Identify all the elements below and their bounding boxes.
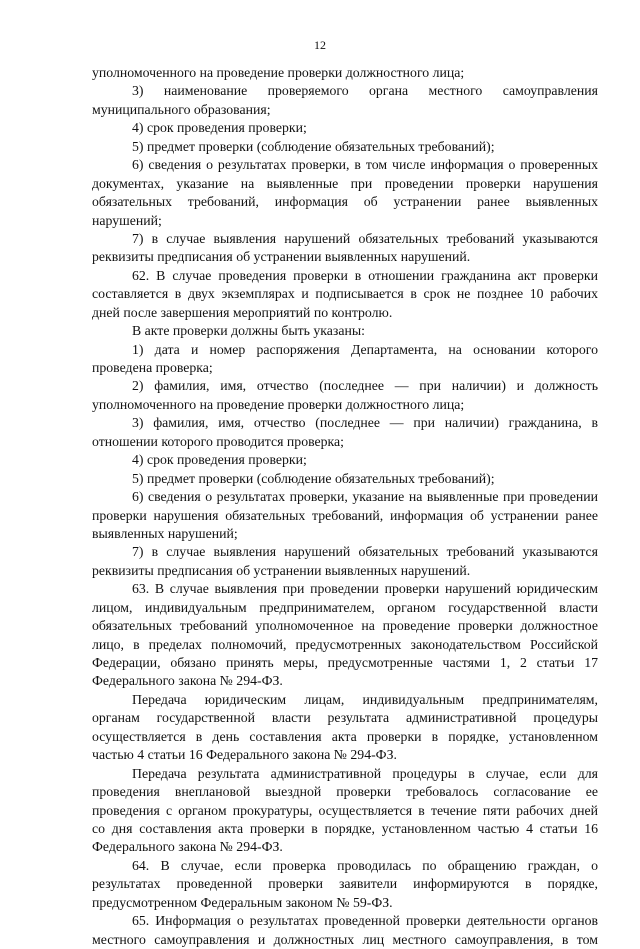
text-line: 7) в случае выявления нарушений обязательных требований указываются [132,230,598,246]
text-line: Федерального закона № 294-ФЗ. [92,839,283,855]
text-line: предусмотренном Федеральным законом № 59-ФЗ. [92,894,393,910]
text-line: 4) срок проведения проверки; [132,452,307,468]
text-line: 2) фамилия, имя, отчество (последнее — при наличии) и должность [132,378,598,394]
text-line: реквизиты предписания об устранении выявленных нарушений. [92,249,471,265]
text-line: 5) предмет проверки (соблюдение обязательных требований); [132,138,495,154]
text-line: реквизиты предписания об устранении выявленных нарушений. [92,562,471,578]
text-line: уполномоченного на проведение проверки должностного лица; [92,396,465,412]
text-line: со дня составления акта проверки в порядке, установленном частью 4 статьи 16 [92,820,598,836]
text-line: 65. Информация о результатах проведенной проверки деятельности органов [132,913,598,929]
text-line: выявленных нарушений; [92,525,238,541]
text-line: проведения внеплановой выездной проверки требовалось согласование ее [92,784,598,800]
text-line: В акте проверки должны быть указаны: [132,323,365,339]
text-line: составляется в двух экземплярах и подписывается в срок не позднее 10 рабочих [92,286,598,302]
text-line: уполномоченного на проведение проверки должностного лица; [92,65,465,80]
text-line: 6) сведения о результатах проверки, указание на выявленные при проведении [132,489,598,505]
body-text [92,64,598,949]
text-line: 63. В случае выявления при проведении проверки нарушений юридическим [132,581,598,597]
text-line: результатах проведенной проверки заявители информируются в порядке, [92,876,598,892]
text-line: 1) дата и номер распоряжения Департамента, на основании которого [132,341,598,357]
text-line: проведения с органом прокуратуры, осуществляется в течение пяти рабочих дней [92,802,598,818]
text-line: 62. В случае проведения проверки в отношении гражданина акт проверки [132,267,598,283]
text-line: 5) предмет проверки (соблюдение обязательных требований); [132,470,495,486]
text-line: обязательных требований, информация об устранении ранее выявленных [92,194,598,210]
text-line: 6) сведения о результатах проверки, в том числе информация о проверенных [132,157,598,173]
page-number: 12 [314,38,326,52]
text-line: Федерального закона № 294-ФЗ. [92,673,283,689]
text-line: обязательных требований уполномоченное на проведение проверки должностное [92,618,598,634]
text-line: частью 4 статьи 16 Федерального закона № 294-ФЗ. [92,747,397,763]
text-line: Передача результата административной процедуры в случае, если для [132,765,598,781]
text-line: нарушений; [92,212,162,228]
text-line: 3) фамилия, имя, отчество (последнее — при наличии) гражданина, в [132,415,598,431]
text-line: отношении которого проводится проверка; [92,433,345,449]
text-line: Передача юридическим лицам, индивидуальным предпринимателям, [132,691,598,707]
text-line: 4) срок проведения проверки; [132,120,307,136]
text-line: проведена проверка; [92,360,213,375]
text-line: 7) в случае выявления нарушений обязательных требований указываются [132,544,598,560]
text-line: органам государственной власти результата административной процедуры [92,710,598,726]
text-line: 64. В случае, если проверка проводилась по обращению граждан, о [132,857,598,873]
text-line: осуществляется в день составления акта проверки в порядке, установленном [92,728,598,744]
text-line: Федерации, обязано принять меры, предусмотренные частями 1, 2 статьи 17 [92,655,598,670]
text-line: документах, указание на выявленные при проведении проверки нарушения [92,175,598,191]
text-line: муниципального образования; [92,101,271,117]
text-line: местного самоуправления и должностных лиц местного самоуправления, в том [92,931,598,947]
text-line: дней после завершения мероприятий по контролю. [92,304,393,320]
text-line: лицо, в пределах полномочий, предусмотренных законодательством Российской [92,636,598,652]
text-line: лицом, индивидуальным предпринимателем, органом государственной власти [92,599,598,615]
text-line: проверки нарушения обязательных требований, информация об устранении ранее [92,507,598,523]
text-line: 3) наименование проверяемого органа местного самоуправления [132,83,598,99]
